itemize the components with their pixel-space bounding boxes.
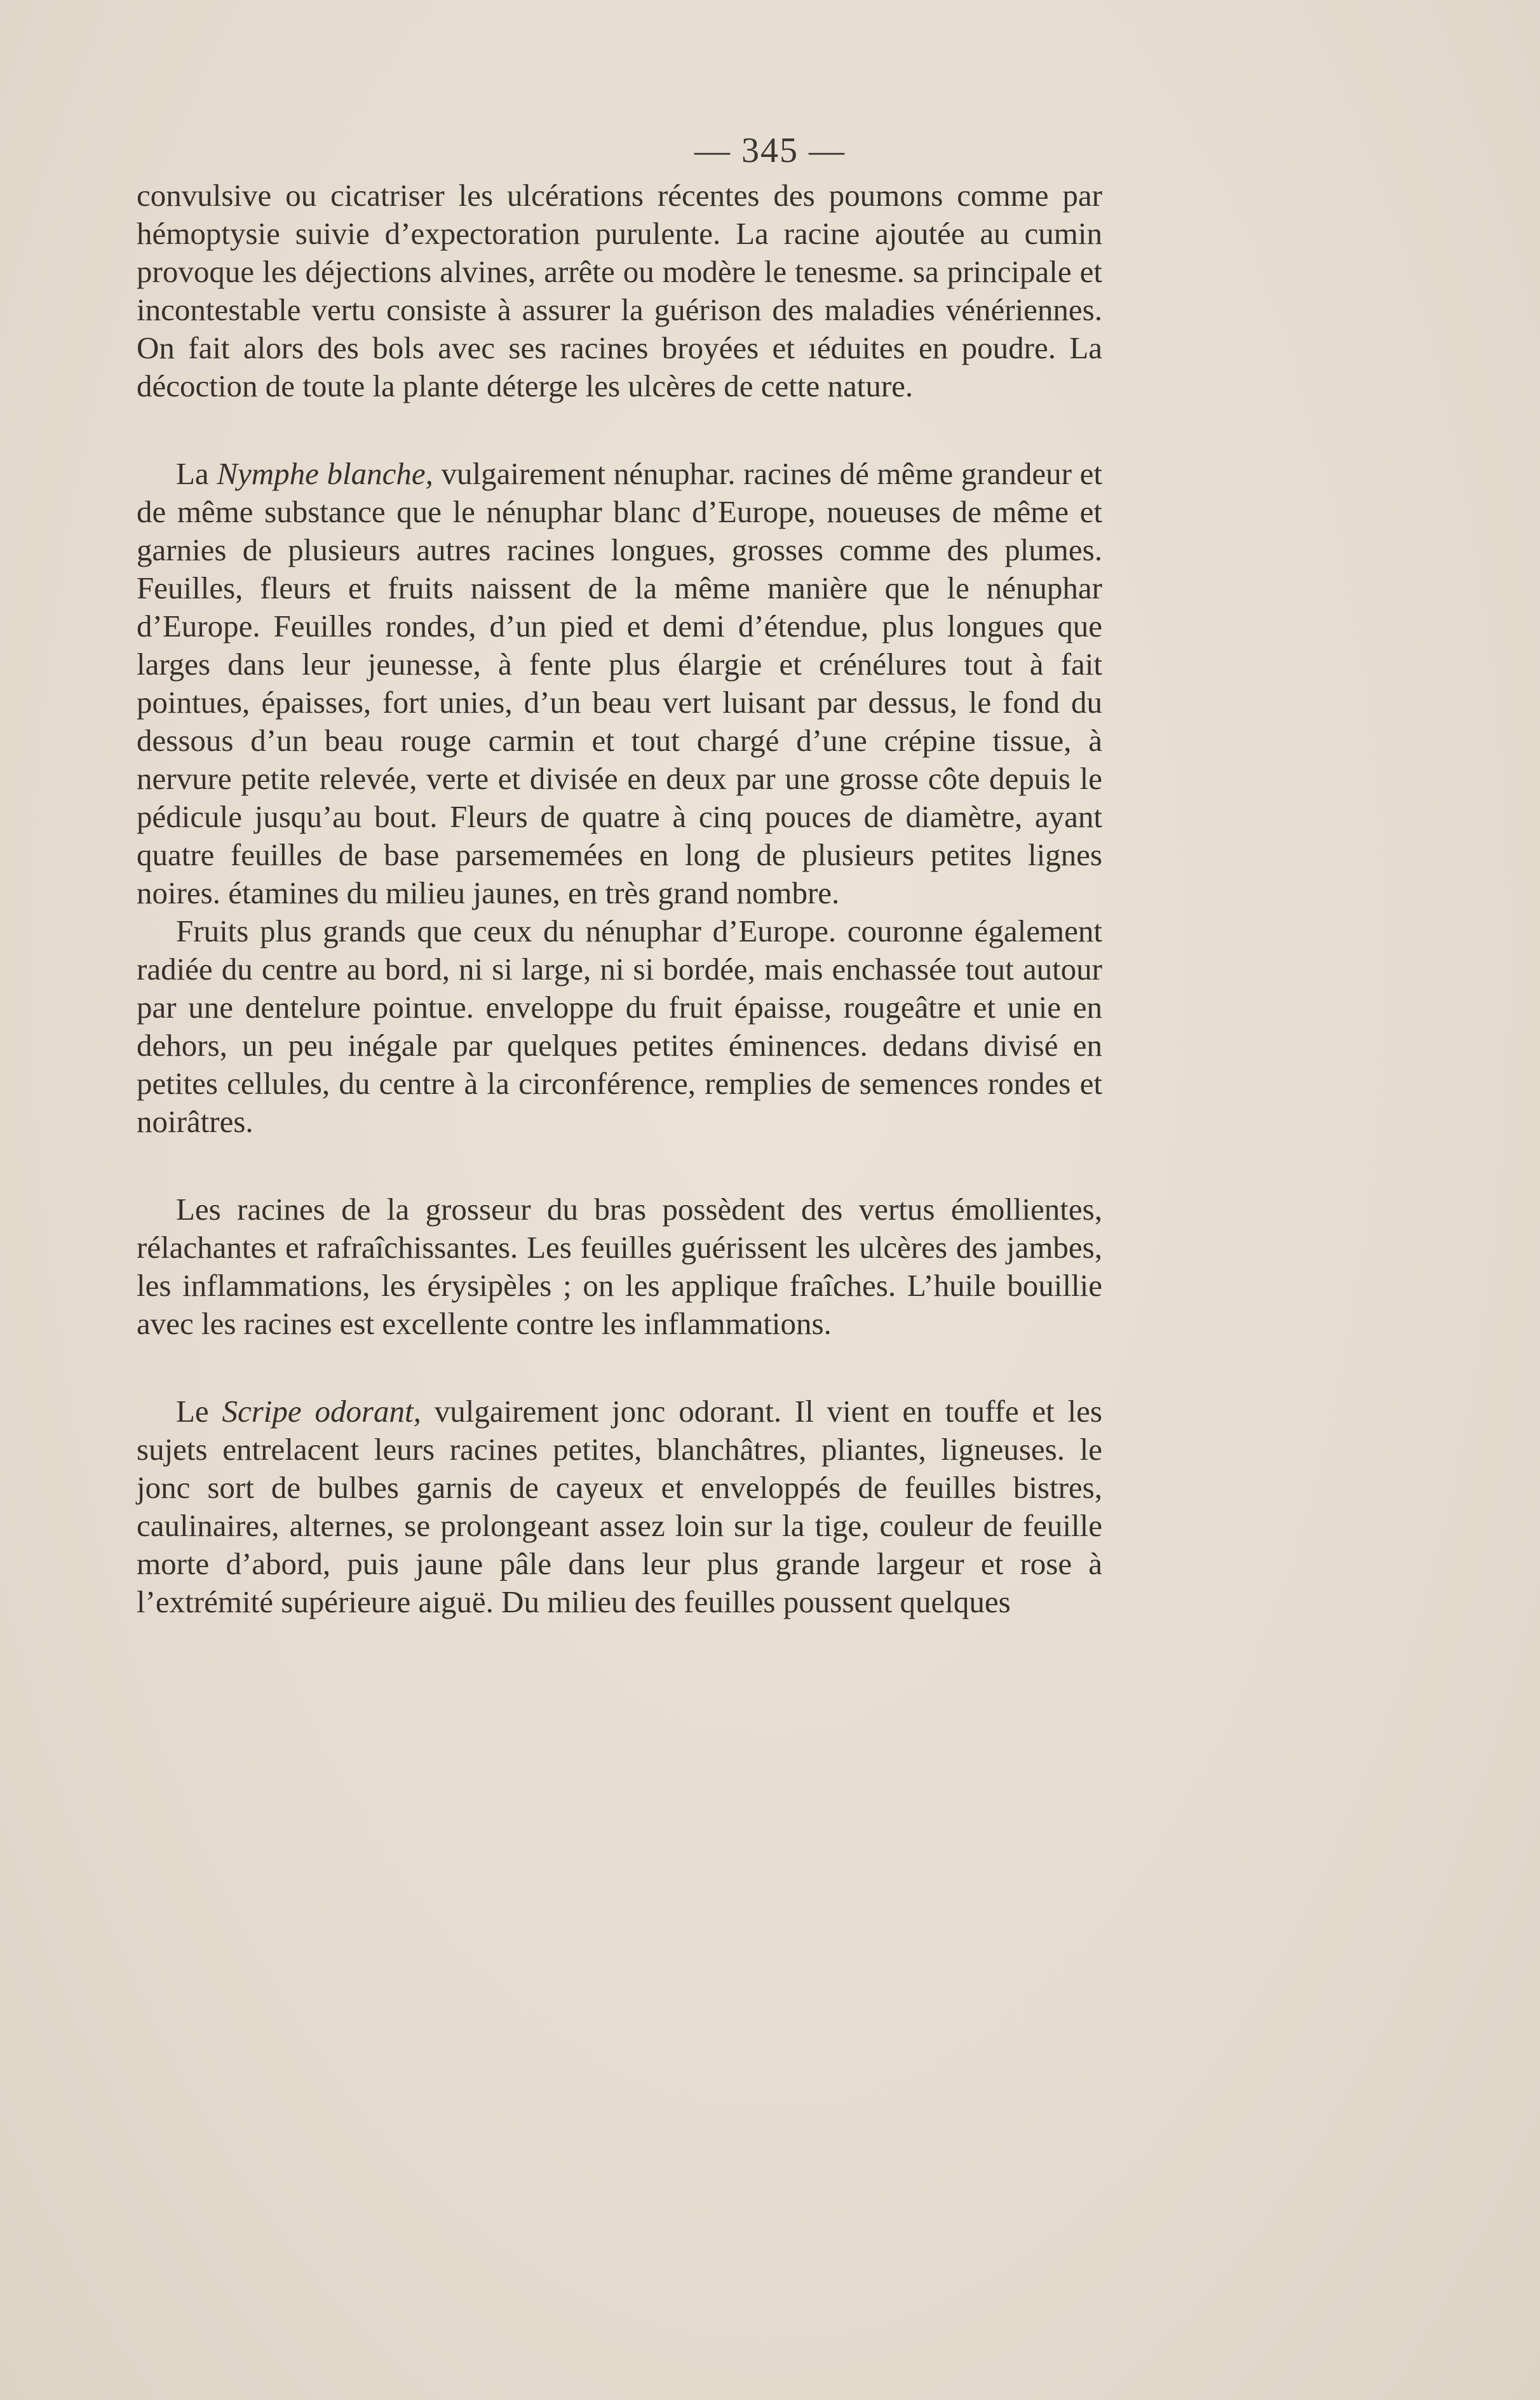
paragraph-scripe-odorant <box>137 1392 1102 1621</box>
paragraph-nymphe-blanche <box>137 455 1102 912</box>
page-number: — 345 — <box>694 131 846 170</box>
species-name-nymphe-blanche: Nymphe blanche, <box>217 456 433 491</box>
paragraph-lead: La <box>176 456 217 491</box>
paragraph-continuation: convulsive ou cicatriser les ulcérations récentes des poumons comme par hémoptysie suivie d’expectoration purulente. La racine ajoutée au cumin provoque les déjections alvines, arrête ou modère le tenesme. sa principale et incontestable vertu consiste à assurer la guérison des maladies vénériennes. On fait alors des bols avec ses racines broyées et ıéduites en poudre. La décoction de toute la plante déterge les ulcères de cette nature. <box>137 178 1102 403</box>
paragraph-body: vulgairement jonc odorant. Il vient en touffe et les sujets entrelacent leurs racines petites, blanchâtres, pliantes, ligneuses. le jonc sort de bulbes garnis de cayeux et enveloppés de feuilles bistres, caulinaires, alternes, se prolongeant assez loin sur la tige, couleur de feuille morte d’abord, puis jaune pâle dans leur plus grande largeur et rose à l’extrémité supérieure aiguë. Du milieu des feuilles poussent quelques <box>137 1394 1102 1619</box>
paragraph-racines: Les racines de la grosseur du bras possèdent des vertus émollientes, rélachantes et rafraîchissantes. Les feuilles guérissent les ulcères des jambes, les inflammations, les érysipèles ; on les applique fraîches. L’huile bouillie avec les racines est excellente contre les inflammations. <box>137 1192 1102 1341</box>
body-text <box>137 177 1102 1621</box>
species-name-scripe-odorant: Scripe odorant, <box>222 1394 421 1429</box>
paragraph-fruits: Fruits plus grands que ceux du nénuphar d’Europe. couronne également radiée du centre au bord, ni si large, ni si bordée, mais enchassée tout autour par une dentelure pointue. enveloppe du fruit épaisse, rougeâtre et unie en dehors, un peu inégale par quelques petites éminences. dedans divisé en petites cellules, du centre à la circonférence, remplies de semences rondes et noirâtres. <box>137 913 1102 1139</box>
paragraph-body: vulgairement nénuphar. racines dé même grandeur et de même substance que le nénuphar blanc d’Europe, noueuses de même et garnies de plusieurs autres racines longues, grosses comme des plumes. Feuilles, fleurs et fruits naissent de la même manière que le nénuphar d’Europe. Feuilles rondes, d’un pied et demi d’étendue, plus longues que larges dans leur jeunesse, à fente plus élargie et crénélures tout à fait pointues, épaisses, fort unies, d’un beau vert luisant par dessus, le fond du dessous d’un beau rouge carmin et tout chargé d’une crépine tissue, à nervure petite relevée, verte et divisée en deux par une grosse côte depuis le pédicule jusqu’au bout. Fleurs de quatre à cinq pouces de diamètre, ayant quatre feuilles de base parsememées en long de plusieurs petites lignes noires. étamines du milieu jaunes, en très grand nombre. <box>137 456 1102 910</box>
paragraph-lead: Le <box>176 1394 222 1429</box>
